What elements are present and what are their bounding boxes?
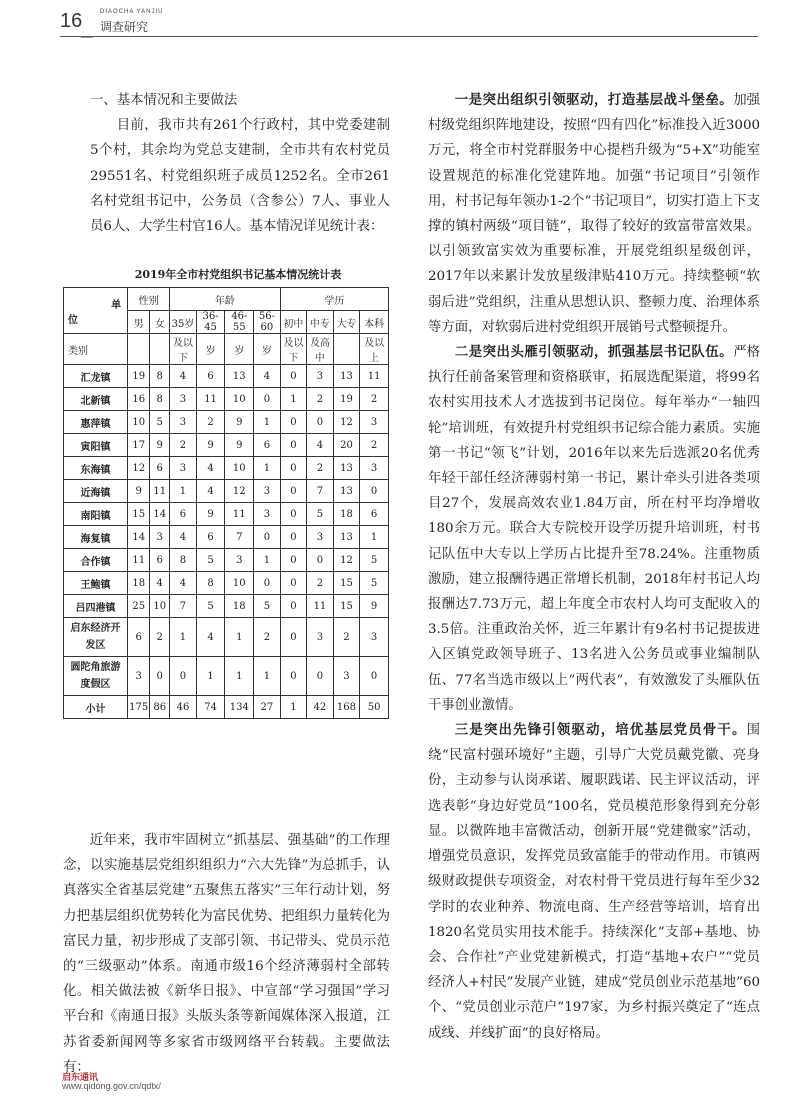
table-cell: 4 [196, 457, 225, 480]
column-header: 36-45 [196, 311, 225, 334]
table-cell: 12 [225, 480, 254, 503]
table-cell: 4 [254, 365, 281, 388]
table-cell: 0 [254, 572, 281, 595]
table-cell: 1 [360, 526, 389, 549]
row-label: 惠萍镇 [64, 411, 128, 434]
table-cell: 16 [128, 388, 150, 411]
table-cell: 2 [196, 411, 225, 434]
table-cell: 19 [333, 388, 360, 411]
table-cell: 11 [307, 595, 334, 618]
table-cell: 2 [307, 388, 334, 411]
page-number: 16 [60, 10, 83, 32]
table-cell: 14 [150, 503, 170, 526]
table-row [64, 457, 389, 480]
table-cell: 5 [196, 595, 225, 618]
table-cell: 1 [280, 696, 307, 719]
table-cell: 3 [360, 618, 389, 657]
table-cell: 6 [150, 549, 170, 572]
table-cell: 8 [150, 388, 170, 411]
table-cell: 0 [254, 526, 281, 549]
header-gender: 性别 [128, 288, 170, 311]
table-cell: 2 [307, 572, 334, 595]
table-cell: 2 [150, 618, 170, 657]
table-cell: 5 [360, 572, 389, 595]
table-cell: 8 [150, 365, 170, 388]
table-cell: 10 [150, 595, 170, 618]
table-cell: 1 [254, 657, 281, 696]
table-cell: 11 [150, 480, 170, 503]
table-cell: 7 [225, 526, 254, 549]
table-cell: 0 [280, 657, 307, 696]
point-two-text: 严格执行任前备案管理和资格联审，拓展选配渠道，将99名农村实用技术人才选拔到书记岗位。每年举办“一轴四轮”培训班，有效提升村党组织书记综合能力素质。实施第一书记“领飞”计划，2016年以来先后选派20名优秀年轻干部任经济薄弱村第一书记，累计牵头引进各类项目27个，发展高效农业1.84万亩，所在村平均净增收180余万元。联合大专院校开设学历提升培训班，村书记队伍中大专以上学历占比提升至78.24%。注重物质激励，建立报酬待遇正常增长机制，2018年村书记人均报酬达7.73万元，超上年度全市农村人均可支配收入的3.5倍。注重政治关怀，近三年累计有9名村书记提拔进入区镇党政领导班子、13名进入公务员或事业编制队伍、77名当选市级以上“两代表”，有效激发了头雁队伍干事创业激情。 [428, 345, 761, 713]
point-three-lead: 三是突出先锋引领驱动，培优基层党员骨干。 [454, 722, 747, 739]
table-cell: 11 [225, 503, 254, 526]
table-cell: 42 [307, 696, 334, 719]
table-cell: 18 [128, 572, 150, 595]
table-cell: 9 [196, 503, 225, 526]
intro-paragraph: 目前，我市共有261个行政村，其中党委建制5个村，其余均为党总支建制，全市共有农村党员29551名、村党组织班子成员1252名。全市261名村党组书记中，公务员（含参公）7人、事业人员6人、大学生村官16人。基本情况详见统计表： [90, 118, 390, 235]
table-cell: 3 [307, 526, 334, 549]
table-cell: 3 [360, 457, 389, 480]
column-header: 35岁 [170, 311, 197, 334]
corner-bottom: 类别 [64, 334, 128, 365]
table-cell: 3 [128, 657, 150, 696]
column-subheader: 岁 [254, 334, 281, 365]
table-cell: 13 [333, 365, 360, 388]
table-cell: 0 [170, 657, 197, 696]
right-column [428, 88, 760, 1046]
table-body [64, 365, 389, 719]
table-cell: 3 [307, 365, 334, 388]
table-cell: 0 [280, 365, 307, 388]
point-three-text: 围绕“民富村强环境好”主题，引导广大党员戴党徽、亮身份，主动参与认岗承诺、履职践诺、民主评议活动，评选表彰“身边好党员”100名，党员模范形象得到充分彰显。以微阵地丰富微活动，创新开展“党建微家”活动，增强党员意识，发挥党员致富能手的带动作用。市镇两级财政提供专项资金，对农村骨干党员进行每年至少32学时的农业种养、物流电商、生产经营等培训，培育出1820名党员实用技术能手。持续深化“支部+基地、协会、合作社”产业党建新模式，打造“基地+农户”“党员经济人+村民”发展产业链，建成“党员创业示范基地”60个、“党员创业示范户”197家，为乡村振兴奠定了“连点成线、并线扩面”的良好格局。 [428, 723, 760, 1041]
practices-paragraph: 近年来，我市牢固树立“抓基层、强基础”的工作理念，以实施基层党组织组织力“六大先锋”为总抓手，认真落实全省基层党建“五聚焦五落实”三年行动计划，努力把基层组织优势转化为富民优势、把组织力量转化为富民力量，初步形成了支部引领、书记带头、党员示范的“三级驱动”体系。南通市级16个经济薄弱村全部转化。相关做法被《新华日报》、中宣部“学习强国”学习平台和《南通日报》头版头条等新闻媒体深入报道，江苏省委新闻网等多家省市级网络平台转载。主要做法有： [63, 833, 390, 1075]
table-cell: 11 [196, 388, 225, 411]
corner-mid: 位 [68, 314, 78, 326]
row-label: 合作镇 [64, 549, 128, 572]
table-cell: 74 [196, 696, 225, 719]
table-cell: 2 [170, 434, 197, 457]
table-cell: 15 [333, 595, 360, 618]
table-cell: 7 [170, 595, 197, 618]
table-cell: 6 [254, 434, 281, 457]
table-cell: 5 [150, 411, 170, 434]
column-subheader [333, 334, 360, 365]
table-cell: 8 [170, 549, 197, 572]
table-cell: 168 [333, 696, 360, 719]
point-two-lead: 二是突出头雁引领驱动，抓强基层书记队伍。 [454, 344, 734, 361]
table-row [64, 696, 389, 719]
point-one-text: 加强村级党组织阵地建设，按照“四有四化”标准投入近3000万元，将全市村党群服务中心提档升级为“5+X”功能室设置规范的标准化党建阵地。加强“书记项目”引领作用，村书记每年领办1-2个“书记项目”，切实打造上下支撑的镇村两级“项目链”，取得了较好的致富带富效果。以引领致富实效为重要标准，开展党组织星级创评，2017年以来累计发放星级津贴410万元。持续整顿“软弱后进”党组织，注重从思想认识、整顿力度、治理体系等方面，对软弱后进村党组织开展销号式整顿提升。 [428, 93, 761, 335]
table-row [64, 549, 389, 572]
column-header: 初中 [280, 311, 307, 334]
table-cell: 5 [307, 503, 334, 526]
table-cell: 3 [333, 657, 360, 696]
table-cell: 3 [360, 411, 389, 434]
table-cell: 9 [150, 434, 170, 457]
table-cell: 0 [280, 411, 307, 434]
table-cell: 11 [360, 365, 389, 388]
table-cell: 1 [254, 549, 281, 572]
table-cell: 13 [333, 457, 360, 480]
table-cell: 12 [333, 411, 360, 434]
table-row [64, 434, 389, 457]
table-cell: 0 [280, 480, 307, 503]
table-cell: 1 [170, 618, 197, 657]
table-cell: 10 [128, 411, 150, 434]
table-cell: 46 [170, 696, 197, 719]
column-subheader [128, 334, 150, 365]
table-cell: 0 [360, 657, 389, 696]
column-header: 本科 [360, 311, 389, 334]
table-cell: 5 [360, 549, 389, 572]
table-cell: 15 [333, 572, 360, 595]
table-cell: 2 [360, 434, 389, 457]
table-cell: 10 [225, 572, 254, 595]
table-cell: 11 [128, 549, 150, 572]
table-cell: 6 [196, 365, 225, 388]
table-cell: 6 [196, 526, 225, 549]
table-cell: 1 [170, 480, 197, 503]
table-title: 2019年全市村党组织书记基本情况统计表 [134, 268, 342, 281]
table-cell: 1 [225, 618, 254, 657]
table-cell: 18 [225, 595, 254, 618]
row-label: 寅阳镇 [64, 434, 128, 457]
table-cell: 1 [225, 657, 254, 696]
table-cell: 3 [307, 618, 334, 657]
table-row [64, 572, 389, 595]
table-row [64, 595, 389, 618]
table-cell: 4 [170, 365, 197, 388]
table-cell: 50 [360, 696, 389, 719]
table-cell: 12 [128, 457, 150, 480]
table-cell: 3 [225, 549, 254, 572]
table-row [64, 365, 389, 388]
column-subheader [150, 334, 170, 365]
table-cell: 2 [333, 618, 360, 657]
footer-logo: 启东通讯 [62, 1072, 99, 1082]
table-cell: 4 [170, 526, 197, 549]
table-cell: 6 [360, 503, 389, 526]
column-subheader: 及以上 [360, 334, 389, 365]
table-cell: 3 [170, 457, 197, 480]
row-label: 海复镇 [64, 526, 128, 549]
column-header: 56-60 [254, 311, 281, 334]
row-label: 圆陀角旅游度假区 [64, 657, 128, 696]
table-cell: 4 [196, 480, 225, 503]
table-cell: 1 [254, 457, 281, 480]
table-cell: 4 [150, 572, 170, 595]
table-cell: 4 [196, 618, 225, 657]
table-cell: 13 [333, 526, 360, 549]
table-cell: 0 [280, 526, 307, 549]
row-label: 汇龙镇 [64, 365, 128, 388]
table-cell: 3 [170, 411, 197, 434]
table-cell: 10 [225, 388, 254, 411]
footer-url[interactable]: www.qidong.gov.cn/qdtx/ [62, 1081, 161, 1091]
table-cell: 0 [280, 434, 307, 457]
table-cell: 3 [254, 480, 281, 503]
corner-top: 单 [111, 299, 122, 311]
column-header: 男 [128, 311, 150, 334]
statistics-table [63, 287, 389, 719]
table-cell: 0 [280, 549, 307, 572]
left-column-top [90, 88, 390, 239]
table-cell: 0 [307, 411, 334, 434]
table-cell: 15 [128, 503, 150, 526]
row-label: 近海镇 [64, 480, 128, 503]
table-cell: 0 [254, 388, 281, 411]
table-cell: 27 [254, 696, 281, 719]
table-cell: 0 [307, 657, 334, 696]
table-cell: 2 [307, 457, 334, 480]
table-cell: 86 [150, 696, 170, 719]
column-header: 中专 [307, 311, 334, 334]
table-cell: 6 [170, 503, 197, 526]
table-cell: 1 [280, 388, 307, 411]
table-row [64, 503, 389, 526]
section-pinyin: DIAOCHA YANJIU [100, 9, 164, 15]
table-row [64, 480, 389, 503]
table-cell: 4 [170, 572, 197, 595]
table-cell: 9 [128, 480, 150, 503]
table-cell: 134 [225, 696, 254, 719]
table-cell: 14 [128, 526, 150, 549]
table-cell: 1 [254, 411, 281, 434]
table-cell: 0 [280, 618, 307, 657]
table-cell: 12 [333, 549, 360, 572]
table-cell: 8 [196, 572, 225, 595]
column-header: 女 [150, 311, 170, 334]
row-label: 小计 [64, 696, 128, 719]
table-cell: 3 [150, 526, 170, 549]
table-cell: 9 [225, 434, 254, 457]
left-column-bottom [63, 828, 390, 1080]
table-cell: 2 [254, 618, 281, 657]
table-cell: 9 [196, 434, 225, 457]
table-cell: 0 [280, 503, 307, 526]
table-cell: 9 [360, 595, 389, 618]
table-cell: 13 [333, 480, 360, 503]
table-cell: 20 [333, 434, 360, 457]
column-header: 46-55 [225, 311, 254, 334]
table-cell: 1 [196, 657, 225, 696]
table-cell: 0 [360, 480, 389, 503]
column-subheader: 岁 [196, 334, 225, 365]
section-title: 调查研究 [100, 20, 149, 34]
section-heading: 一、基本情况和主要做法 [90, 93, 238, 108]
row-label: 王鲍镇 [64, 572, 128, 595]
table-cell: 0 [280, 457, 307, 480]
table-cell: 0 [280, 595, 307, 618]
column-subheader: 及以下 [280, 334, 307, 365]
table-cell: 7 [307, 480, 334, 503]
table-row [64, 411, 389, 434]
column-header: 大专 [333, 311, 360, 334]
table-cell: 3 [254, 503, 281, 526]
table-cell: 6 [150, 457, 170, 480]
table-cell: 5 [196, 549, 225, 572]
column-subheader: 及以下 [170, 334, 197, 365]
point-one-lead: 一是突出组织引领驱动，打造基层战斗堡垒。 [454, 92, 734, 108]
table-cell: 0 [280, 572, 307, 595]
table-cell: 18 [333, 503, 360, 526]
table-cell: 2 [360, 388, 389, 411]
row-label: 启东经济开发区 [64, 618, 128, 657]
column-subheader: 岁 [225, 334, 254, 365]
row-label: 北新镇 [64, 388, 128, 411]
table-row [64, 657, 389, 696]
row-label: 南阳镇 [64, 503, 128, 526]
table-cell: 6 [128, 618, 150, 657]
table-corner [64, 288, 128, 334]
row-label: 吕四港镇 [64, 595, 128, 618]
table-cell: 25 [128, 595, 150, 618]
table-cell: 19 [128, 365, 150, 388]
table-cell: 10 [225, 457, 254, 480]
row-label: 东海镇 [64, 457, 128, 480]
table-cell: 175 [128, 696, 150, 719]
table-cell: 17 [128, 434, 150, 457]
table-cell: 3 [170, 388, 197, 411]
table-cell: 4 [307, 434, 334, 457]
table-cell: 9 [225, 411, 254, 434]
table-row [64, 388, 389, 411]
header-age: 年龄 [170, 288, 280, 311]
header-rule [60, 36, 758, 37]
column-subheader: 及高中 [307, 334, 334, 365]
sub-header-row [64, 334, 389, 365]
table-cell: 13 [225, 365, 254, 388]
table-cell: 5 [254, 595, 281, 618]
header-education: 学历 [280, 288, 388, 311]
table-row [64, 526, 389, 549]
table-cell: 0 [150, 657, 170, 696]
table-cell: 0 [307, 549, 334, 572]
table-row [64, 618, 389, 657]
